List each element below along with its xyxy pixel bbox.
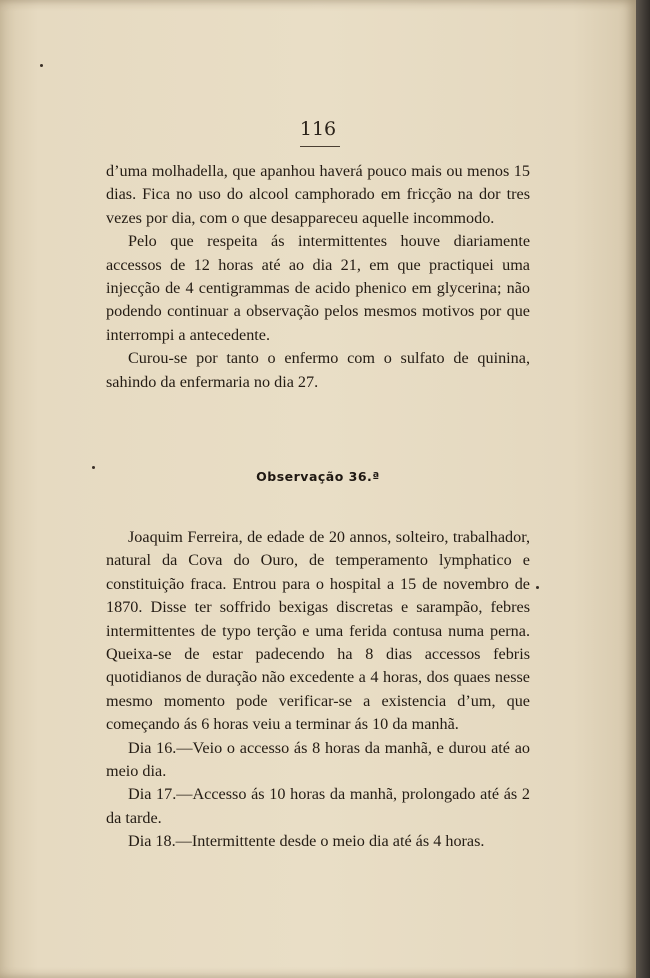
paper-speck [40,64,43,67]
page-number: 116 [299,118,337,140]
paper-speck [92,466,95,469]
paragraph: d’uma molhadella, que apanhou haverá pouco mais ou menos 15 dias. Fica no uso do alcool camphorado em fricção na dor tres vezes por dia, com o que desappareceu aquelle incommodo. [106,162,530,227]
page-number-rule [300,146,340,147]
section-heading: Observação 36.ª [256,469,380,484]
text-block-observation [106,526,530,854]
paragraph: Joaquim Ferreira, de edade de 20 annos, solteiro, trabalhador, natural da Cova do Ouro, de temperamento lymphatico e constituição fraca. Entrou para o hospital a 15 de novembro de 1870. Disse ter soffrido bexigas discretas e sarampão, febres intermittentes de typo terção e uma ferida contusa numa perna. Queixa-se de estar padecendo ha 8 dias accessos febris quotidianos de duração não excedente a 4 horas, dos quaes nesse mesmo momento pode verificar-se a existencia d’um, que começando ás 6 horas veiu a terminar ás 10 da manhã. [106,528,530,734]
book-spine-edge [636,0,650,978]
paper-speck [536,586,539,589]
paragraph: Pelo que respeita ás intermittentes houve diariamente accessos de 12 horas até ao dia 21, em que practiquei uma injecção de 4 centigrammas de acido phenico em glycerina; não podendo continuar a observação pelos mesmos motivos por que interrompi a antecedente. [106,232,530,344]
paragraph: Dia 18.—Intermittente desde o meio dia até ás 4 horas. [128,832,485,851]
paragraph: Dia 16.—Veio o accesso ás 8 horas da manhã, e durou até ao meio dia. [106,738,530,781]
text-block-top [106,160,530,394]
paragraph: Dia 17.—Accesso ás 10 horas da manhã, prolongado até ás 2 da tarde. [106,785,530,827]
paragraph: Curou-se por tanto o enfermo com o sulfato de quinina, sahindo da enfermaria no dia 27. [106,349,530,391]
